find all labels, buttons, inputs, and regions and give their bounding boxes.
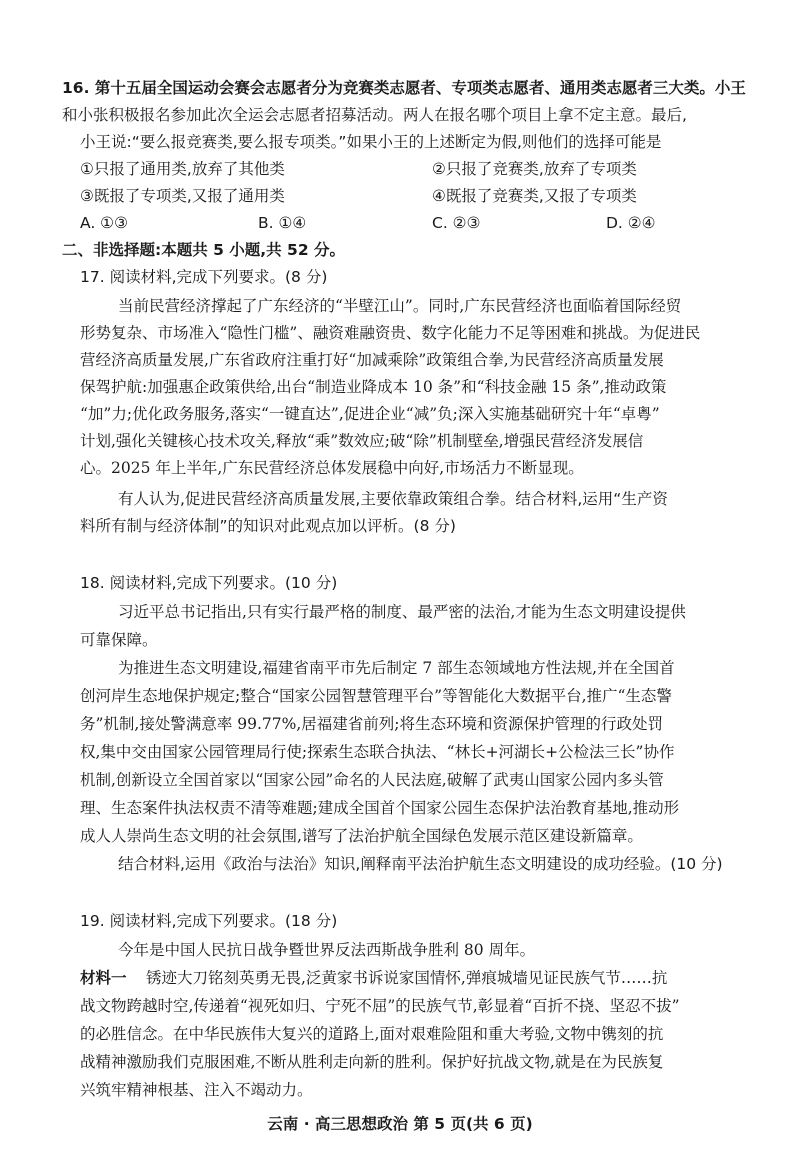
- q17-head: 17. 阅读材料,完成下列要求。(8 分): [80, 268, 328, 286]
- q17-task-1: 有人认为,促进民营经济高质量发展,主要依靠政策组合拳。结合材料,运用“生产资: [118, 490, 668, 508]
- q18-material-6: 理、生态案件执法权责不清等难题;建成全国首个国家公园生态保护法治教育基地,推动形: [80, 799, 680, 817]
- q16-line-3: 小王说:“要么报竞赛类,要么报专项类。”如果小王的上述断定为假,则他们的选择可能是: [80, 133, 662, 151]
- q18-material-4: 权,集中交由国家公园管理局行使;探索生态联合执法、“林长+河湖长+公检法三长”协作: [80, 743, 675, 761]
- q17-material-5: “加”力;优化政务服务,落实“一键直达”,促进企业“减”负;深入实施基础研究十年“卓粤”: [80, 405, 660, 423]
- q18-material-3: 务”机制,接处警满意率 99.77%,居福建省前列;将生态环境和资源保护管理的行政处罚: [80, 715, 664, 733]
- q16-item-3: ③既报了专项类,又报了通用类: [80, 187, 285, 205]
- q19-material-1-line-5: 兴筑牢精神根基、注入不竭动力。: [80, 1081, 313, 1099]
- q19-head: 19. 阅读材料,完成下列要求。(18 分): [80, 912, 338, 930]
- q18-material-2: 创河岸生态地保护规定;整合“国家公园智慧管理平台”等智能化大数据平台,推广“生态警: [80, 687, 672, 705]
- q16-line-2: 和小张积极报名参加此次全运会志愿者招募活动。两人在报名哪个项目上拿不定主意。最后,: [62, 106, 687, 124]
- page-footer: 云南 · 高三思想政治 第 5 页(共 6 页): [267, 1115, 533, 1133]
- q17-task-2: 料所有制与经济体制”的知识对此观点加以评析。(8 分): [80, 517, 456, 535]
- q19-material-1-line-3: 的必胜信念。在中华民族伟大复兴的道路上,面对艰难险阻和重大考验,文物中镌刻的抗: [80, 1025, 664, 1043]
- q19-material-1-label: 材料一: [80, 969, 127, 987]
- q18-head: 18. 阅读材料,完成下列要求。(10 分): [80, 574, 338, 592]
- q16-option-b: B. ①④: [258, 214, 307, 232]
- q19-material-1-line-2: 战文物跨越时空,传递着“视死如归、宁死不屈”的民族气节,彰显着“百折不挠、坚忍不拔”: [80, 997, 680, 1015]
- q16-option-a: A. ①③: [80, 214, 128, 232]
- q18-quote-1: 习近平总书记指出,只有实行最严格的制度、最严密的法治,才能为生态文明建设提供: [118, 603, 686, 621]
- section-2-title: 二、非选择题:本题共 5 小题,共 52 分。: [62, 241, 346, 259]
- q17-material-2: 形势复杂、市场准入“隐性门槛”、融资难融资贵、数字化能力不足等困难和挑战。为促进民: [80, 324, 701, 342]
- q16-item-2: ②只报了竞赛类,放弃了专项类: [432, 160, 637, 178]
- q18-material-7: 成人人崇尚生态文明的社会氛围,谱写了法治护航全国绿色发展示范区建设新篇章。: [80, 827, 643, 845]
- q19-intro: 今年是中国人民抗日战争暨世界反法西斯战争胜利 80 周年。: [118, 941, 536, 959]
- q17-material-6: 计划,强化关键核心技术攻关,释放“乘”数效应;破“除”机制壁垒,增强民营经济发展信: [80, 432, 644, 450]
- q18-material-5: 机制,创新设立全国首家以“国家公园”命名的人民法庭,破解了武夷山国家公园内多头管: [80, 771, 664, 789]
- q19-material-1-line-4: 战精神激励我们克服困难,不断从胜利走向新的胜利。保护好抗战文物,就是在为民族复: [80, 1053, 664, 1071]
- q17-material-1: 当前民营经济撑起了广东经济的“半壁江山”。同时,广东民营经济也面临着国际经贸: [118, 297, 682, 315]
- q16-item-1: ①只报了通用类,放弃了其他类: [80, 160, 285, 178]
- q17-material-3: 营经济高质量发展,广东省政府注重打好“加减乘除”政策组合拳,为民营经济高质量发展: [80, 351, 664, 369]
- q17-material-7: 心。2025 年上半年,广东民营经济总体发展稳中向好,市场活力不断显现。: [80, 459, 584, 477]
- q16-line-1: 16. 第十五届全国运动会赛会志愿者分为竞赛类志愿者、专项类志愿者、通用类志愿者三大类。小王: [62, 79, 746, 97]
- q17-material-4: 保驾护航:加强惠企政策供给,出台“制造业降成本 10 条”和“科技金融 15 条”,推动政策: [80, 378, 667, 396]
- q19-material-1-line-1: 锈迹大刀铭刻英勇无畏,泛黄家书诉说家国情怀,弹痕城墙见证民族气节……抗: [146, 969, 668, 987]
- q16-option-d: D. ②④: [606, 214, 656, 232]
- q18-task: 结合材料,运用《政治与法治》知识,阐释南平法治护航生态文明建设的成功经验。(10 分): [118, 855, 723, 873]
- q16-item-4: ④既报了竞赛类,又报了专项类: [432, 187, 637, 205]
- q16-option-c: C. ②③: [432, 214, 481, 232]
- q18-quote-2: 可靠保障。: [80, 631, 158, 649]
- q18-material-1: 为推进生态文明建设,福建省南平市先后制定 7 部生态领域地方性法规,并在全国首: [118, 659, 675, 677]
